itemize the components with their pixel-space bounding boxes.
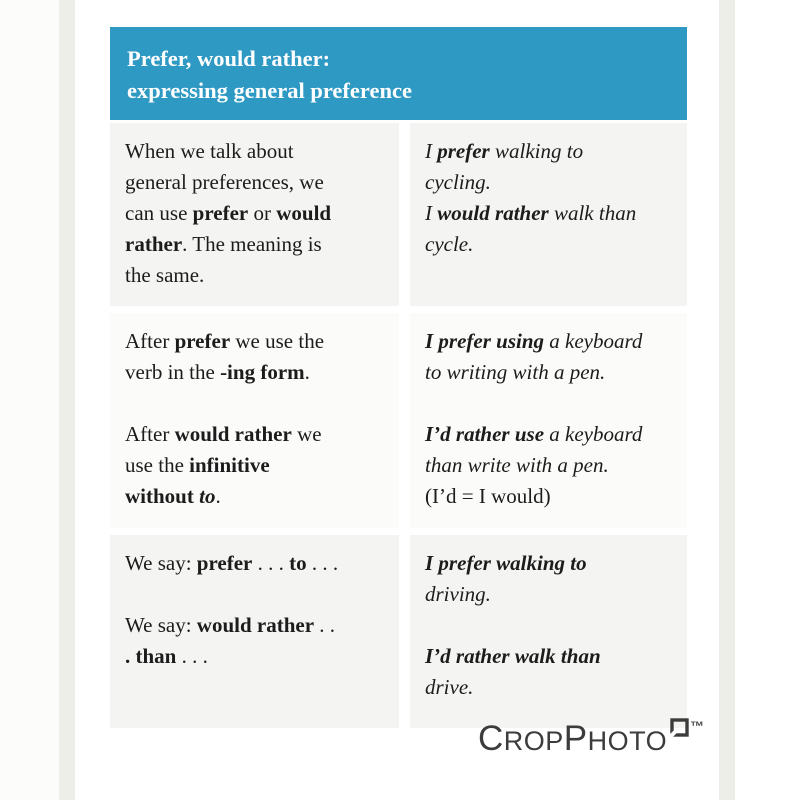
text-segment: rather	[125, 232, 183, 256]
text-segment: would rather	[437, 201, 549, 225]
text-segment: . than	[125, 644, 177, 668]
text-segment: I prefer using	[425, 329, 545, 353]
text-segment: When we talk about	[125, 139, 294, 163]
text-segment: cycle.	[425, 232, 474, 256]
paragraph	[425, 136, 672, 260]
crop-square-icon	[669, 717, 690, 743]
text-segment: to	[289, 551, 307, 575]
text-segment: After	[125, 329, 175, 353]
text-segment: .	[215, 484, 221, 508]
text-segment: general preferences, we	[125, 170, 324, 194]
paragraph	[425, 326, 672, 388]
paragraph	[425, 548, 672, 610]
text-segment: I’d rather use	[425, 422, 545, 446]
paragraph	[425, 641, 672, 703]
text-segment: We say:	[125, 613, 197, 637]
text-segment: -ing form	[220, 360, 305, 384]
text-segment: I prefer walking to	[425, 551, 587, 575]
rule-cell	[110, 123, 399, 306]
text-segment: I	[425, 201, 438, 225]
text-segment: walking to	[489, 139, 584, 163]
text-segment: without	[125, 484, 200, 508]
text-segment: . . .	[252, 551, 290, 575]
text-segment: the same.	[125, 263, 205, 287]
text-segment: cycling.	[425, 170, 491, 194]
table-title-line2: expressing general preference	[127, 78, 412, 103]
text-segment: . The meaning is	[182, 232, 322, 256]
photo-edge-strip-left	[59, 0, 75, 800]
trademark-symbol: ™	[690, 718, 705, 734]
example-cell	[410, 535, 687, 728]
paragraph	[425, 419, 672, 512]
text-segment: verb in the	[125, 360, 221, 384]
table-title-line1: Prefer, would rather:	[127, 46, 331, 71]
text-segment: would rather	[196, 613, 315, 637]
rule-cell	[110, 535, 399, 728]
paragraph	[125, 610, 384, 672]
table-row	[110, 313, 687, 528]
grammar-table	[110, 27, 687, 728]
photo-left-margin	[0, 0, 59, 800]
text-segment: can use	[125, 201, 193, 225]
table-row	[110, 535, 687, 728]
text-segment: drive.	[425, 675, 474, 699]
paragraph	[125, 136, 384, 291]
text-segment: a keyboard	[544, 422, 643, 446]
text-segment: than write with a pen.	[425, 453, 609, 477]
text-segment: to writing with a pen.	[425, 360, 606, 384]
text-segment: I’d rather walk than	[425, 644, 601, 668]
text-segment: . . .	[306, 551, 339, 575]
text-segment: . . .	[176, 644, 208, 668]
text-segment: we use the	[230, 329, 325, 353]
text-segment: prefer	[192, 201, 249, 225]
text-segment: we	[291, 422, 322, 446]
photo-edge-strip-right	[719, 0, 735, 800]
text-segment: driving.	[425, 582, 491, 606]
paragraph	[125, 326, 384, 388]
text-segment: I	[425, 139, 438, 163]
text-segment: After	[125, 422, 175, 446]
text-segment: prefer	[437, 139, 490, 163]
text-segment: use the	[125, 453, 190, 477]
paragraph	[125, 419, 384, 512]
text-segment: would rather	[174, 422, 292, 446]
text-segment: walk than	[548, 201, 637, 225]
text-segment: prefer	[196, 551, 253, 575]
watermark: CROPPHOTO ™	[478, 718, 705, 758]
rule-cell	[110, 313, 399, 528]
table-body	[110, 123, 687, 728]
text-segment: infinitive	[189, 453, 270, 477]
text-segment: would	[276, 201, 332, 225]
text-segment: or	[248, 201, 277, 225]
text-segment: prefer	[174, 329, 231, 353]
watermark-text: C	[478, 719, 504, 758]
example-cell	[410, 123, 687, 306]
text-segment: (I’d = I would)	[425, 484, 551, 508]
example-cell	[410, 313, 687, 528]
table-row	[110, 123, 687, 306]
text-segment: .	[304, 360, 310, 384]
table-title	[110, 27, 687, 120]
text-segment: We say:	[125, 551, 197, 575]
text-segment: . .	[314, 613, 336, 637]
text-segment: to	[199, 484, 216, 508]
text-segment: a keyboard	[544, 329, 643, 353]
paragraph	[125, 548, 384, 579]
